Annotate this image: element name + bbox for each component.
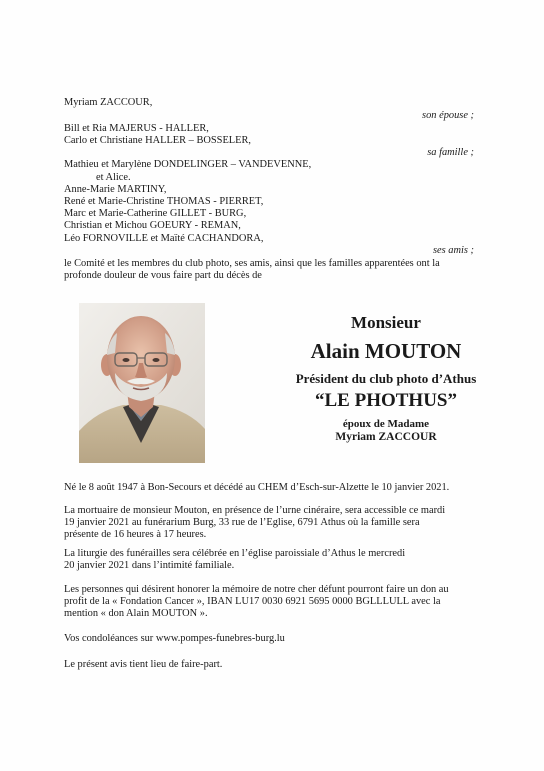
birth-paragraph (64, 482, 484, 494)
announcement-line: le Comité et les membres du club photo, ses amis, ainsi que les familles apparentées ont la (64, 258, 440, 269)
role-friends: ses amis ; (433, 245, 474, 256)
birth-line: Né le 8 août 1947 à Bon-Secours et décédé au CHEM d’Esch-sur-Alzette le 10 janvier 2021. (64, 482, 450, 493)
role-spouse: son épouse ; (422, 110, 474, 121)
mortuary-line: présente de 16 heures à 17 heures. (64, 529, 207, 541)
role-family: sa famille ; (427, 147, 474, 158)
family-line: Carlo et Christiane HALLER – BOSSELER, (64, 135, 252, 146)
mortuary-line: 19 janvier 2021 au funérarium Burg, 33 rue de l’Eglise, 6791 Athus où la famille sera (64, 517, 420, 529)
spouse-prefix: époux de Madame (342, 418, 430, 430)
donation-paragraph (64, 584, 484, 621)
friend-line: Léo FORNOVILLE et Maïté CACHANDORA, (64, 233, 264, 244)
friend-line: Anne-Marie MARTINY, (64, 184, 167, 195)
family-line: et Alice. (96, 172, 131, 183)
mortuary-paragraph (64, 505, 484, 542)
donation-line: Les personnes qui désirent honorer la mémoire de notre cher défunt pourront faire un don au (64, 584, 449, 595)
friend-line: Christian et Michou GOEURY - REMAN, (64, 220, 241, 231)
club-name: “LE PHOTHUS” (315, 390, 457, 411)
family-line-spouse: Myriam ZACCOUR, (64, 97, 153, 108)
donation-line: profit de la « Fondation Cancer », IBAN LU17 0030 6921 5695 0000 BGLLLULL avec la (64, 596, 441, 608)
friend-line: Marc et Marie-Catherine GILLET - BURG, (64, 208, 247, 219)
condolences-paragraph (64, 633, 484, 645)
condolences-line: Vos condoléances sur www.pompes-funebres-burg.lu (64, 633, 285, 644)
portrait-photo (79, 303, 205, 463)
donation-line: mention « don Alain MOUTON ». (64, 608, 208, 620)
liturgy-line: 20 janvier 2021 dans l’intimité familiale. (64, 560, 235, 572)
family-line: Mathieu et Marylène DONDELINGER – VANDEVENNE, (64, 159, 312, 170)
liturgy-paragraph (64, 548, 484, 572)
deceased-name: Alain MOUTON (310, 339, 462, 363)
liturgy-line: La liturgie des funérailles sera célébrée en l’église paroissiale d’Athus le mercredi (64, 548, 406, 559)
friend-line: René et Marie-Christine THOMAS - PIERRET, (64, 196, 264, 207)
family-line: Bill et Ria MAJERUS - HALLER, (64, 123, 209, 134)
deceased-title: Monsieur (351, 313, 421, 332)
notice-paragraph (64, 659, 484, 671)
spouse-name: Myriam ZACCOUR (335, 431, 437, 443)
announcement-line: profonde douleur de vous faire part du décès de (64, 270, 262, 281)
notice-line: Le présent avis tient lieu de faire-part. (64, 659, 223, 670)
mortuary-line: La mortuaire de monsieur Mouton, en présence de l’urne cinéraire, sera accessible ce mardi (64, 505, 446, 516)
deceased-role: Président du club photo d’Athus (295, 371, 477, 386)
